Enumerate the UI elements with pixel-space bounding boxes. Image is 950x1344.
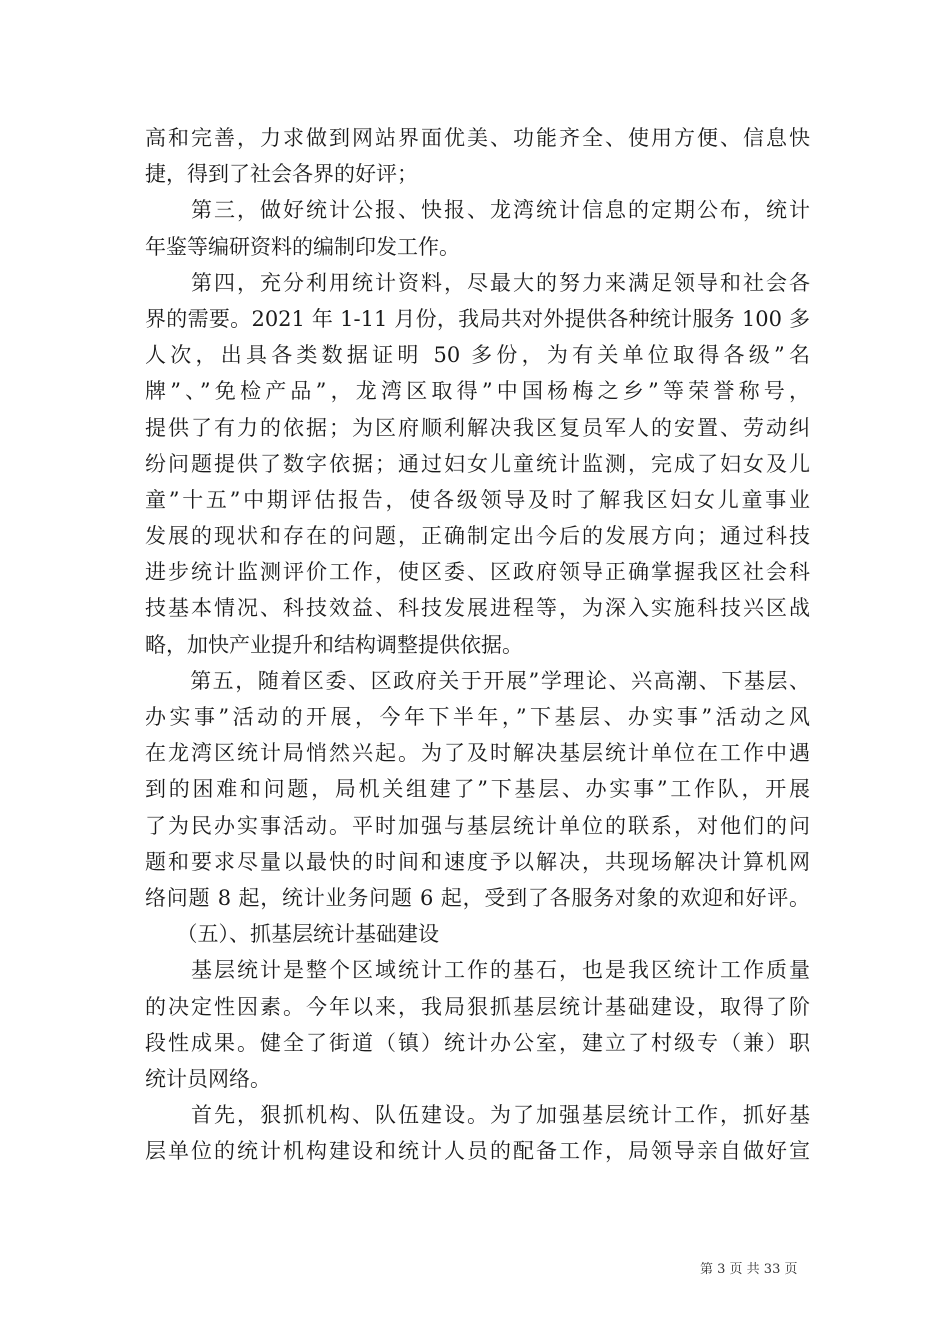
text-line: 捷，得到了社会各界的好评； xyxy=(145,162,418,187)
body-text xyxy=(145,120,810,1169)
text-line: 进步统计监测评价工作，使区委、区政府领导正确掌握我区社会科 xyxy=(145,560,810,585)
text-line: 首先，狠抓机构、队伍建设。为了加强基层统计工作，抓好基 xyxy=(145,1103,810,1128)
text-line: 了为民办实事活动。平时加强与基层统计单位的联系，对他们的问 xyxy=(145,813,810,838)
text-line: 纷问题提供了数字依据；通过妇女儿童统计监测，完成了妇女及儿 xyxy=(145,451,810,476)
text-line: 第四，充分利用统计资料，尽最大的努力来满足领导和社会各 xyxy=(145,270,810,295)
text-line: 的决定性因素。今年以来，我局狠抓基层统计基础建设，取得了阶 xyxy=(145,994,810,1019)
text-line: 人次，出具各类数据证明 50 多份，为有关单位取得各级”名 xyxy=(145,343,810,368)
text-line: 络问题 8 起，统计业务问题 6 起，受到了各服务对象的欢迎和好评。 xyxy=(145,885,810,910)
text-line: 略，加快产业提升和结构调整提供依据。 xyxy=(145,632,523,657)
text-line: 年鉴等编研资料的编制印发工作。 xyxy=(145,234,460,259)
text-line: 到的困难和问题，局机关组建了”下基层、办实事”工作队，开展 xyxy=(145,777,810,802)
text-line: 办实事”活动的开展，今年下半年，”下基层、办实事”活动之风 xyxy=(145,705,810,729)
text-line: 界的需要。2021 年 1-11 月份，我局共对外提供各种统计服务 100 多 xyxy=(145,306,810,331)
text-line: 高和完善，力求做到网站界面优美、功能齐全、使用方便、信息快 xyxy=(145,126,810,150)
text-line: 统计员网络。 xyxy=(145,1066,271,1091)
text-line: 技基本情况、科技效益、科技发展进程等，为深入实施科技兴区战 xyxy=(145,596,810,621)
text-line: 第三，做好统计公报、快报、龙湾统计信息的定期公布，统计 xyxy=(145,198,810,223)
text-line: 题和要求尽量以最快的时间和速度予以解决，共现场解决计算机网 xyxy=(145,849,810,874)
section-heading: （五）、抓基层统计基础建设 xyxy=(145,922,439,947)
text-line: 牌”、”免检产品”，龙湾区取得”中国杨梅之乡”等荣誉称号， xyxy=(145,379,810,404)
text-line: 发展的现状和存在的问题，正确制定出今后的发展方向；通过科技 xyxy=(145,524,810,549)
text-line: 第五，随着区委、区政府关于开展”学理论、兴高潮、下基层、 xyxy=(145,668,810,693)
text-line: 段性成果。健全了街道（镇）统计办公室，建立了村级专（兼）职 xyxy=(145,1030,810,1055)
text-line: 基层统计是整个区域统计工作的基石，也是我区统计工作质量 xyxy=(145,958,810,983)
text-line: 在龙湾区统计局悄然兴起。为了及时解决基层统计单位在工作中遇 xyxy=(145,741,810,766)
text-line: 提供了有力的依据；为区府顺利解决我区复员军人的安置、劳动纠 xyxy=(145,415,810,440)
text-line: 层单位的统计机构建设和统计人员的配备工作，局领导亲自做好宣 xyxy=(145,1139,810,1164)
text-line: 童”十五”中期评估报告，使各级领导及时了解我区妇女儿童事业 xyxy=(145,487,810,512)
page-number: 第 3 页 共 33 页 xyxy=(700,1262,798,1277)
